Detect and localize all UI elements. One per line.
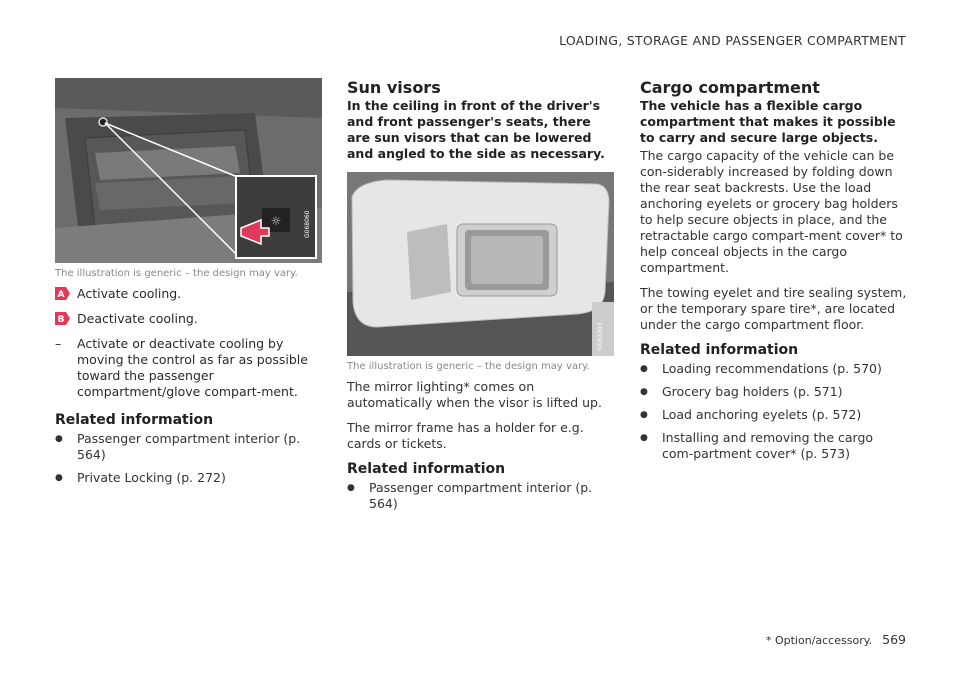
page-footer — [766, 632, 906, 647]
svg-text:B: B — [57, 315, 65, 325]
cargo-title: Cargo compartment — [640, 78, 820, 97]
related-list-1 — [55, 431, 323, 486]
towing-eyelet-text: The towing eyelet and tire sealing system, or the temporary spare tire*, are located under the cargo compartment floor. — [640, 285, 907, 332]
related-heading-2: Related information — [347, 461, 506, 477]
related-link[interactable]: ● Private Locking (p. 272) — [55, 470, 226, 485]
step-activate-text: Activate cooling. — [77, 286, 182, 301]
svg-text:☼: ☼ — [270, 214, 282, 228]
step-deactivate-text: Deactivate cooling. — [77, 311, 198, 326]
related-link[interactable]: ● Installing and removing the cargo com-partment cover* (p. 573) — [640, 430, 874, 461]
svg-text:G068060: G068060 — [304, 210, 311, 238]
related-link[interactable]: ● Load anchoring eyelets (p. 572) — [640, 407, 862, 422]
page-number: 569 — [882, 632, 906, 647]
column-cargo — [640, 78, 908, 469]
column-glovebox — [55, 78, 323, 493]
related-link[interactable]: ● Passenger compartment interior (p. 564) — [55, 431, 301, 462]
dash-instruction: – Activate or deactivate cooling by moving the control as far as possible toward the passenger compartment/glove compart-ment. — [55, 336, 323, 400]
sun-visor-illustration — [347, 172, 614, 356]
mirror-lighting-text: The mirror lighting* comes on automatically when the visor is lifted up. — [347, 379, 602, 410]
badge-a-icon — [55, 287, 70, 300]
related-link[interactable]: ● Grocery bag holders (p. 571) — [640, 384, 843, 399]
column-sun-visors — [347, 78, 615, 519]
dash-instruction-text: Activate or deactivate cooling by moving the control as far as possible toward the passenger compartment/glove compart-ment. — [77, 336, 308, 399]
cargo-capacity-text: The cargo capacity of the vehicle can be con-siderably increased by folding down the rear seat backrests. Use the load anchoring eyelets or grocery bag holders to help secure objects in place, and the retractable cargo compart-ment cover* to help conceal objects in the cargo compartment. — [640, 148, 903, 275]
related-link[interactable]: ● Loading recommendations (p. 570) — [640, 361, 882, 376]
badge-b-icon — [55, 312, 70, 325]
glovebox-caption: The illustration is generic – the design may vary. — [55, 268, 298, 279]
page-header: LOADING, STORAGE AND PASSENGER COMPARTMENT — [559, 33, 906, 48]
sun-visors-title: Sun visors — [347, 78, 441, 97]
related-list-3 — [640, 361, 908, 462]
related-list-2 — [347, 480, 615, 512]
mirror-frame-text: The mirror frame has a holder for e.g. cards or tickets. — [347, 420, 584, 451]
step-activate — [55, 286, 323, 302]
related-link[interactable]: ● Passenger compartment interior (p. 564) — [347, 480, 593, 511]
related-heading-3: Related information — [640, 342, 799, 358]
sun-visor-caption: The illustration is generic – the design may vary. — [347, 361, 590, 372]
svg-text:G063393: G063393 — [597, 322, 604, 350]
cargo-intro: The vehicle has a flexible cargo compartment that makes it possible to carry and secure large objects. — [640, 98, 896, 145]
glovebox-illustration — [55, 78, 322, 263]
step-deactivate — [55, 311, 323, 327]
related-heading-1: Related information — [55, 412, 214, 428]
option-note: * Option/accessory. — [765, 634, 873, 647]
sun-visors-intro: In the ceiling in front of the driver's and front passenger's seats, there are sun visors that can be lowered and angled to the side as necessary. — [347, 98, 605, 161]
svg-text:A: A — [57, 290, 65, 300]
